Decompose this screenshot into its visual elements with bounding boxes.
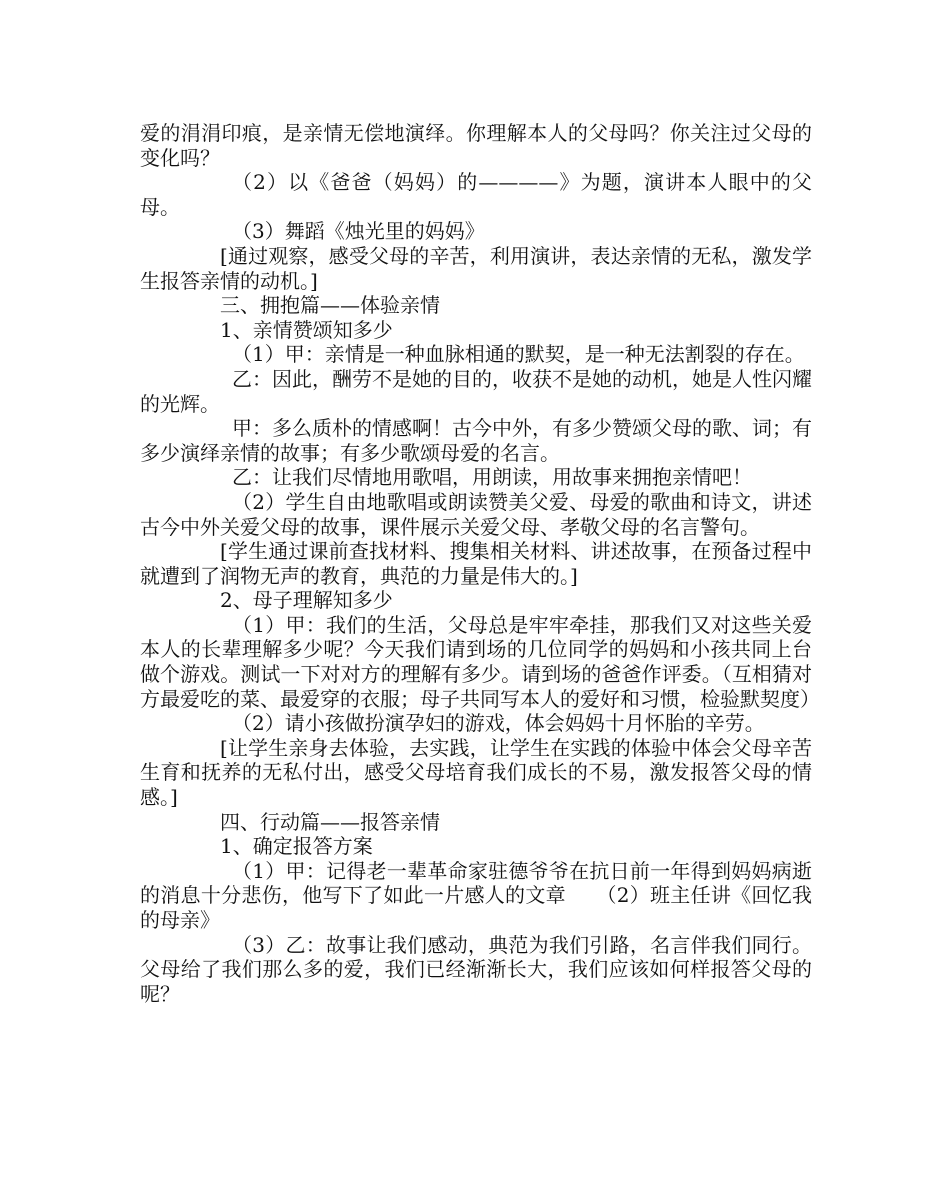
paragraph-10: 乙：让我们尽情地用歌唱，用朗读，用故事来拥抱亲情吧！ — [232, 465, 752, 490]
section-heading-3: 三、拥抱篇——体验亲情 — [220, 293, 440, 318]
paragraph-15: （2）请小孩做扮演孕妇的游戏，体会妈妈十月怀胎的辛劳。 — [232, 711, 765, 736]
section-heading-4: 四、行动篇——报答亲情 — [220, 809, 440, 834]
subheading-1: 1、亲情赞颂知多少 — [220, 317, 393, 342]
paragraph-2: （2）以《爸爸（妈妈）的————》为题，演讲本人眼中的父母。 — [140, 170, 812, 219]
paragraph-3: （3）舞蹈《烛光里的妈妈》 — [232, 219, 485, 244]
paragraph-4: [通过观察，感受父母的辛苦，利用演讲，表达亲情的无私，激发学生报答亲情的动机。] — [140, 243, 812, 293]
paragraph-7: （1）甲：亲情是一种血脉相通的默契，是一种无法割裂的存在。 — [232, 342, 805, 367]
document-page — [140, 121, 820, 1006]
paragraph-19: （1）甲：记得老一辈革命家驻德爷爷在抗日前一年得到妈妈病逝的消息十分悲伤，他写下了如此一片感人的文章 （2）班主任讲《回忆我的母亲》 — [140, 858, 812, 932]
paragraph-8: 乙：因此，酬劳不是她的目的，收获不是她的动机，她是人性闪耀的光辉。 — [140, 366, 812, 416]
paragraph-14: （1）甲：我们的生活，父母总是牢牢牵挂，那我们又对这些关爱本人的长辈理解多少呢？今天我们请到场的几位同学的妈妈和小孩共同上台做个游戏。测试一下对对方的理解有多少。请到场的爸爸作评委。（互相猜对方最爱吃的菜、最爱穿的衣服；母子共同写本人的爱好和习惯，检验默契度） — [140, 612, 820, 711]
paragraph-11: （2）学生自由地歌唱或朗读赞美父爱、母爱的歌曲和诗文，讲述古今中外关爱父母的故事，课件展示关爱父母、孝敬父母的名言警句。 — [140, 489, 812, 539]
paragraph-16: [让学生亲身去体验，去实践，让学生在实践的体验中体会父母辛苦生育和抚养的无私付出，感受父母培育我们成长的不易，激发报答父母的情感。] — [140, 735, 812, 810]
subheading-3: 1、确定报答方案 — [220, 834, 373, 859]
subheading-2: 2、母子理解知多少 — [220, 588, 393, 613]
paragraph-12: [学生通过课前查找材料、搜集相关材料、讲述故事，在预备过程中就遭到了润物无声的教育，典范的力量是伟大的。] — [140, 539, 812, 588]
paragraph-9: 甲：多么质朴的情感啊！古今中外，有多少赞颂父母的歌、词；有多少演绎亲情的故事；有多少歌颂母爱的名言。 — [140, 416, 812, 465]
paragraph-1: 爱的涓涓印痕，是亲情无偿地演绎。你理解本人的父母吗？你关注过父母的变化吗？ — [140, 121, 812, 170]
paragraph-20: （3）乙：故事让我们感动，典范为我们引路，名言伴我们同行。父母给了我们那么多的爱，我们已经渐渐长大，我们应该如何样报答父母的呢？ — [140, 932, 812, 1006]
